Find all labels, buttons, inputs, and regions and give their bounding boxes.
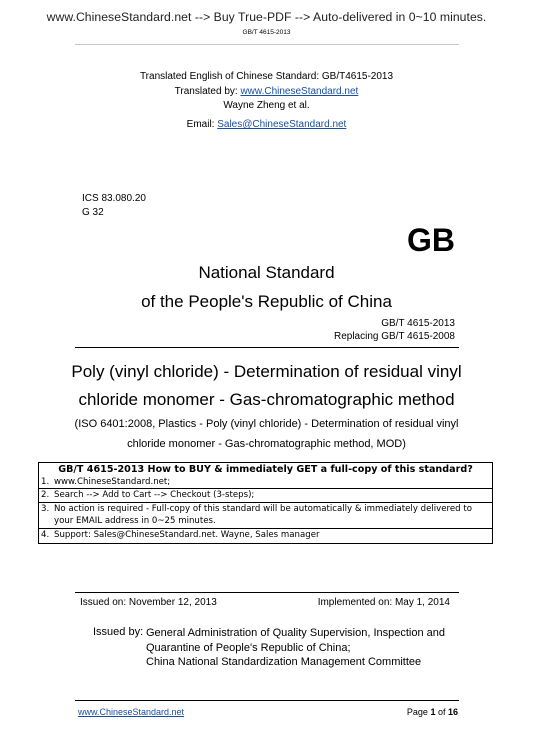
group-code: G 32 xyxy=(82,207,104,218)
footer-divider xyxy=(75,700,459,701)
buy-instructions-box xyxy=(38,462,493,544)
dates-divider xyxy=(75,592,459,593)
issuer-line-3: China National Standardization Management Committee xyxy=(146,656,422,668)
translated-by-line xyxy=(0,86,533,97)
email-line xyxy=(0,119,533,130)
iso-reference-line-1: (ISO 6401:2008, Plastics - Poly (vinyl chloride) - Determination of residual vinyl xyxy=(74,418,459,430)
header-divider xyxy=(75,44,459,45)
title-divider xyxy=(75,347,459,348)
buy-step-text: your EMAIL address in 0~25 minutes. xyxy=(54,516,216,527)
buy-step-text: No action is required - Full-copy of this standard will be automatically & immediately delivered to xyxy=(54,503,472,514)
buy-steps-list xyxy=(39,476,492,541)
translator-site-link[interactable]: www.ChineseStandard.net xyxy=(240,86,359,97)
gb-logo: GB xyxy=(407,222,455,258)
issuer-line-1: General Administration of Quality Supervision, Inspection and xyxy=(146,627,445,639)
buy-step-text: Support: Sales@ChineseStandard.net. Wayne, Sales manager xyxy=(54,529,320,540)
translated-by-label: Translated by: xyxy=(174,86,241,97)
english-title-line-1: Poly (vinyl chloride) - Determination of residual vinyl xyxy=(71,362,462,381)
page-total: 16 xyxy=(447,707,458,717)
english-title-line-2: chloride monomer - Gas-chromatographic method xyxy=(78,390,455,409)
page-current: 1 xyxy=(430,707,436,717)
implemented-date: Implemented on: May 1, 2014 xyxy=(317,597,450,608)
buy-step-text[interactable]: www.ChineseStandard.net; xyxy=(54,477,171,487)
ics-code: ICS 83.080.20 xyxy=(82,193,146,204)
buy-step-text: Search --> Add to Cart --> Checkout (3-steps); xyxy=(54,490,255,501)
translation-line: Translated English of Chinese Standard: GB/T4615-2013 xyxy=(139,71,394,82)
buy-step: 2. Search --> Add to Cart --> Checkout (3-steps); xyxy=(39,489,492,502)
title-line-2: of the People's Republic of China xyxy=(141,292,392,311)
header-doc-id: GB/T 4615-2013 xyxy=(242,29,291,36)
email-link[interactable]: Sales@ChineseStandard.net xyxy=(217,119,347,130)
buy-step-continued xyxy=(39,515,492,528)
translator-name: Wayne Zheng et al. xyxy=(223,100,310,111)
buy-step: 3. No action is required - Full-copy of this standard will be automatically & immediately delivered to xyxy=(41,503,472,514)
page-number: Page 1 of 16 xyxy=(406,707,458,717)
issuer-line-2: Quarantine of People's Republic of China; xyxy=(146,641,351,654)
email-label: Email: xyxy=(186,119,218,130)
title-line-1: National Standard xyxy=(198,263,335,282)
iso-reference-line-2: chloride monomer - Gas-chromatographic method, MOD) xyxy=(127,438,406,450)
standard-code: GB/T 4615-2013 xyxy=(381,318,455,329)
issued-date: Issued on: November 12, 2013 xyxy=(80,597,217,608)
issuer-block xyxy=(146,626,445,670)
buy-step: 4. Support: Sales@ChineseStandard.net. Wayne, Sales manager xyxy=(41,529,320,540)
footer-site-link[interactable]: www.ChineseStandard.net xyxy=(78,707,185,717)
buy-step: 1. www.ChineseStandard.net; xyxy=(39,476,492,489)
buy-box-title: GB/T 4615-2013 How to BUY & immediately GET a full-copy of this standard? xyxy=(58,464,473,475)
issuer-label: Issued by: xyxy=(93,626,144,638)
replacing-code: Replacing GB/T 4615-2008 xyxy=(333,331,455,342)
banner-text: www.ChineseStandard.net --> Buy True-PDF --> Auto-delivered in 0~10 minutes. xyxy=(46,10,487,24)
